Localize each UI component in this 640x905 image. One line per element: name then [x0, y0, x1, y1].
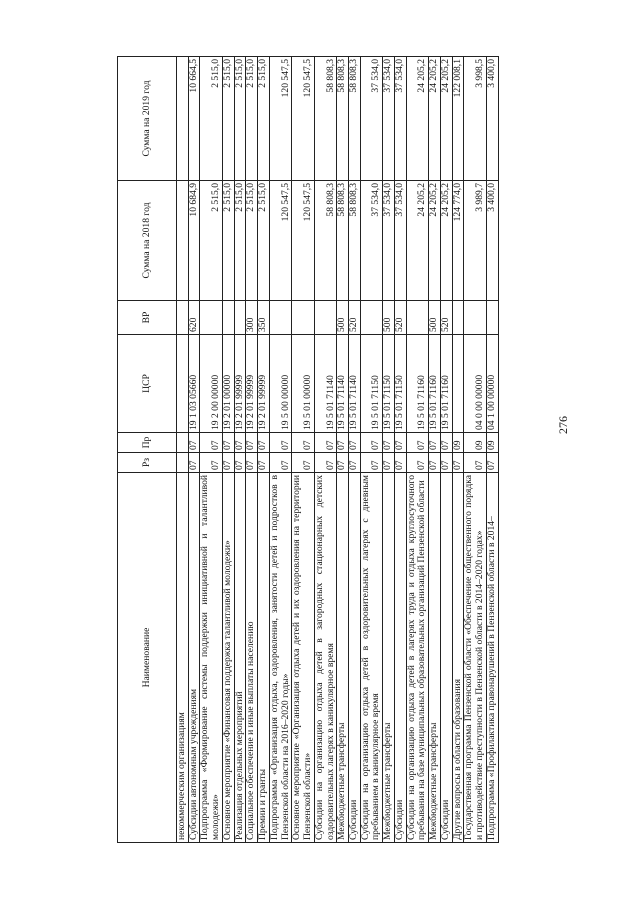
- cell-name: Субсидии на организацию отдыха детей в загородных стационарных детских оздоровительных лагерях в каникулярное время: [314, 473, 336, 843]
- cell-vr: [464, 301, 486, 335]
- cell-vr: [314, 301, 336, 335]
- header-vr: ВР: [118, 301, 177, 335]
- cell-vr: [269, 301, 291, 335]
- cell-rz: 07: [292, 453, 314, 473]
- cell-vr: [360, 301, 382, 335]
- table-header-row: [118, 57, 177, 843]
- rotated-table-container: [117, 57, 595, 843]
- cell-name: Субсидии на организацию отдыха детей в оздоровительных лагерях с дневным пребыванием в каникулярное время: [360, 473, 382, 843]
- cell-sum-2019: 2 515,0: [200, 57, 222, 181]
- cell-rz: 07: [440, 453, 452, 473]
- cell-pr: 09: [464, 433, 486, 453]
- cell-csr: 19 2 01 99999: [246, 335, 258, 433]
- cell-sum-2019: 58 808,3: [349, 57, 361, 181]
- table-row: [429, 57, 441, 843]
- header-name: Наименование: [118, 473, 177, 843]
- cell-sum-2019: 3 400,0: [486, 57, 498, 181]
- cell-sum-2019: 2 515,0: [258, 57, 270, 181]
- cell-sum-2019: 2 515,0: [222, 57, 234, 181]
- cell-name: Межбюджетные трансферты: [337, 473, 349, 843]
- cell-pr: 07: [292, 433, 314, 453]
- table-row: [486, 57, 498, 843]
- cell-pr: 07: [234, 433, 246, 453]
- cell-vr: 500: [337, 301, 349, 335]
- table-row: [383, 57, 395, 843]
- cell-sum-2019: 10 664,5: [188, 57, 200, 181]
- cell-rz: 07: [258, 453, 270, 473]
- cell-csr: 19 2 01 99999: [234, 335, 246, 433]
- cell-rz: [177, 453, 189, 473]
- cell-rz: 07: [269, 453, 291, 473]
- cell-sum-2018: 24 205,2: [429, 181, 441, 301]
- cell-sum-2019: 58 808,3: [337, 57, 349, 181]
- cell-sum-2018: 58 808,3: [337, 181, 349, 301]
- cell-vr: 520: [394, 301, 406, 335]
- cell-name: некоммерческим организациям: [177, 473, 189, 843]
- cell-pr: 07: [314, 433, 336, 453]
- cell-pr: 09: [486, 433, 498, 453]
- cell-sum-2019: 37 534,0: [360, 57, 382, 181]
- header-pr: Пр: [118, 433, 177, 453]
- cell-name: Основное мероприятие «Организация отдыха детей и их оздоровления на территории Пензенской области»: [292, 473, 314, 843]
- cell-csr: 19 5 01 71160: [406, 335, 428, 433]
- cell-sum-2019: 58 808,3: [314, 57, 336, 181]
- cell-sum-2018: 37 534,0: [383, 181, 395, 301]
- cell-sum-2018: 37 534,0: [394, 181, 406, 301]
- table-row: [269, 57, 291, 843]
- cell-csr: [177, 335, 189, 433]
- cell-csr: 19 2 00 00000: [200, 335, 222, 433]
- cell-sum-2019: 37 534,0: [383, 57, 395, 181]
- header-rz: Рз: [118, 453, 177, 473]
- cell-csr: 04 0 00 00000: [464, 335, 486, 433]
- cell-pr: 07: [349, 433, 361, 453]
- cell-rz: 07: [360, 453, 382, 473]
- cell-pr: 07: [188, 433, 200, 453]
- cell-csr: 19 2 01 00000: [222, 335, 234, 433]
- cell-name: Межбюджетные трансферты: [383, 473, 395, 843]
- cell-name: Премии и гранты: [258, 473, 270, 843]
- cell-name: Государственная программа Пензенской области «Обеспечение общественного порядка и противодействие преступности в Пензенской области в 2014–2020 годах»: [464, 473, 486, 843]
- cell-name: Субсидии: [349, 473, 361, 843]
- cell-rz: 07: [394, 453, 406, 473]
- cell-csr: 19 5 01 00000: [292, 335, 314, 433]
- cell-pr: 07: [258, 433, 270, 453]
- cell-sum-2018: 37 534,0: [360, 181, 382, 301]
- cell-pr: 07: [360, 433, 382, 453]
- cell-vr: [486, 301, 498, 335]
- cell-csr: 19 5 01 71140: [337, 335, 349, 433]
- cell-rz: 07: [234, 453, 246, 473]
- cell-vr: 350: [258, 301, 270, 335]
- cell-vr: 520: [440, 301, 452, 335]
- cell-csr: 19 5 01 71150: [394, 335, 406, 433]
- cell-sum-2019: 37 534,0: [394, 57, 406, 181]
- cell-sum-2018: 120 547,5: [292, 181, 314, 301]
- cell-name: Субсидии: [440, 473, 452, 843]
- cell-rz: 07: [464, 453, 486, 473]
- cell-vr: 520: [349, 301, 361, 335]
- cell-sum-2018: 58 808,3: [314, 181, 336, 301]
- budget-table: [117, 56, 499, 843]
- cell-pr: 07: [222, 433, 234, 453]
- cell-csr: 04 1 00 00000: [486, 335, 498, 433]
- cell-pr: 09: [452, 433, 464, 453]
- cell-sum-2019: 24 205,2: [440, 57, 452, 181]
- cell-pr: 07: [246, 433, 258, 453]
- cell-vr: 620: [188, 301, 200, 335]
- cell-csr: 19 5 01 71140: [314, 335, 336, 433]
- cell-sum-2019: 24 205,2: [406, 57, 428, 181]
- cell-sum-2018: 2 515,0: [234, 181, 246, 301]
- cell-name: Основное мероприятие «Финансовая поддержка талантливой молодежи»: [222, 473, 234, 843]
- table-row: [464, 57, 486, 843]
- cell-rz: 07: [188, 453, 200, 473]
- cell-rz: 07: [349, 453, 361, 473]
- cell-pr: 07: [394, 433, 406, 453]
- cell-sum-2018: 124 774,0: [452, 181, 464, 301]
- cell-sum-2019: 24 205,2: [429, 57, 441, 181]
- cell-sum-2019: 120 547,5: [269, 57, 291, 181]
- cell-vr: [200, 301, 222, 335]
- cell-rz: 07: [429, 453, 441, 473]
- cell-vr: [234, 301, 246, 335]
- cell-sum-2019: 3 998,5: [464, 57, 486, 181]
- table-row: [200, 57, 222, 843]
- cell-pr: 07: [383, 433, 395, 453]
- cell-csr: 19 5 01 71160: [440, 335, 452, 433]
- cell-rz: 07: [222, 453, 234, 473]
- cell-rz: 07: [337, 453, 349, 473]
- table-row: [440, 57, 452, 843]
- table-row: [337, 57, 349, 843]
- cell-rz: 07: [406, 453, 428, 473]
- cell-rz: 07: [486, 453, 498, 473]
- table-row: [258, 57, 270, 843]
- cell-rz: 07: [246, 453, 258, 473]
- cell-sum-2019: 2 515,0: [246, 57, 258, 181]
- cell-sum-2018: 120 547,5: [269, 181, 291, 301]
- cell-vr: [222, 301, 234, 335]
- cell-vr: [452, 301, 464, 335]
- cell-sum-2019: [177, 57, 189, 181]
- cell-pr: 07: [269, 433, 291, 453]
- cell-csr: 19 5 01 71150: [383, 335, 395, 433]
- cell-name: Межбюджетные трансферты: [429, 473, 441, 843]
- cell-sum-2018: [177, 181, 189, 301]
- cell-pr: 07: [406, 433, 428, 453]
- cell-name: Субсидии: [394, 473, 406, 843]
- cell-rz: 07: [200, 453, 222, 473]
- cell-vr: 500: [429, 301, 441, 335]
- cell-csr: 19 5 01 71160: [429, 335, 441, 433]
- cell-vr: [177, 301, 189, 335]
- cell-name: Субсидии на организацию отдыха детей в лагерях труда и отдыха круглосуточного пребывания на базе муниципальных образовательных организаций Пензенской области: [406, 473, 428, 843]
- cell-rz: 07: [383, 453, 395, 473]
- cell-vr: 500: [383, 301, 395, 335]
- cell-sum-2018: 58 808,3: [349, 181, 361, 301]
- table-row: [188, 57, 200, 843]
- cell-sum-2018: 24 205,2: [440, 181, 452, 301]
- cell-csr: 19 1 03 05660: [188, 335, 200, 433]
- cell-pr: 07: [337, 433, 349, 453]
- cell-sum-2018: 2 515,0: [258, 181, 270, 301]
- table-row: [292, 57, 314, 843]
- cell-sum-2018: 10 684,9: [188, 181, 200, 301]
- cell-name: Субсидии автономным учреждениям: [188, 473, 200, 843]
- page-number: 276: [556, 416, 570, 434]
- table-row: [394, 57, 406, 843]
- cell-sum-2018: 2 515,0: [200, 181, 222, 301]
- header-sum-2018: Сумма на 2018 год: [118, 181, 177, 301]
- cell-csr: 19 5 01 71140: [349, 335, 361, 433]
- table-row: [222, 57, 234, 843]
- cell-sum-2019: 122 008,1: [452, 57, 464, 181]
- cell-sum-2018: 2 515,0: [222, 181, 234, 301]
- cell-sum-2018: 3 989,7: [464, 181, 486, 301]
- table-row: [406, 57, 428, 843]
- cell-vr: [292, 301, 314, 335]
- cell-rz: 07: [314, 453, 336, 473]
- table-body: [177, 57, 499, 843]
- cell-vr: 300: [246, 301, 258, 335]
- header-csr: ЦСР: [118, 335, 177, 433]
- cell-name: Подпрограмма «Профилактика правонарушений в Пензенской области в 2014–: [486, 473, 498, 843]
- cell-sum-2018: 24 205,2: [406, 181, 428, 301]
- table-row: [314, 57, 336, 843]
- cell-rz: 07: [452, 453, 464, 473]
- cell-pr: 07: [440, 433, 452, 453]
- table-row: [349, 57, 361, 843]
- cell-csr: 19 2 01 99999: [258, 335, 270, 433]
- table-row: [360, 57, 382, 843]
- table-row: [177, 57, 189, 843]
- cell-name: Другие вопросы в области образования: [452, 473, 464, 843]
- cell-csr: 19 5 00 00000: [269, 335, 291, 433]
- cell-sum-2019: 120 547,5: [292, 57, 314, 181]
- cell-pr: 07: [200, 433, 222, 453]
- cell-sum-2018: 3 400,0: [486, 181, 498, 301]
- cell-sum-2018: 2 515,0: [246, 181, 258, 301]
- header-sum-2019: Сумма на 2019 год: [118, 57, 177, 181]
- cell-csr: 19 5 01 71150: [360, 335, 382, 433]
- cell-name: Социальное обеспечение и иные выплаты населению: [246, 473, 258, 843]
- table-row: [246, 57, 258, 843]
- cell-name: Реализация отдельных мероприятий: [234, 473, 246, 843]
- cell-vr: [406, 301, 428, 335]
- table-row: [234, 57, 246, 843]
- cell-pr: [177, 433, 189, 453]
- table-row: [452, 57, 464, 843]
- cell-csr: [452, 335, 464, 433]
- cell-name: Подпрограмма «Формирование системы поддержки инициативной и талантливой молодежи»: [200, 473, 222, 843]
- cell-sum-2019: 2 515,0: [234, 57, 246, 181]
- cell-name: Подпрограмма «Организация отдыха, оздоровления, занятости детей и подростков в Пензенской области на 2016–2020 годы»: [269, 473, 291, 843]
- cell-pr: 07: [429, 433, 441, 453]
